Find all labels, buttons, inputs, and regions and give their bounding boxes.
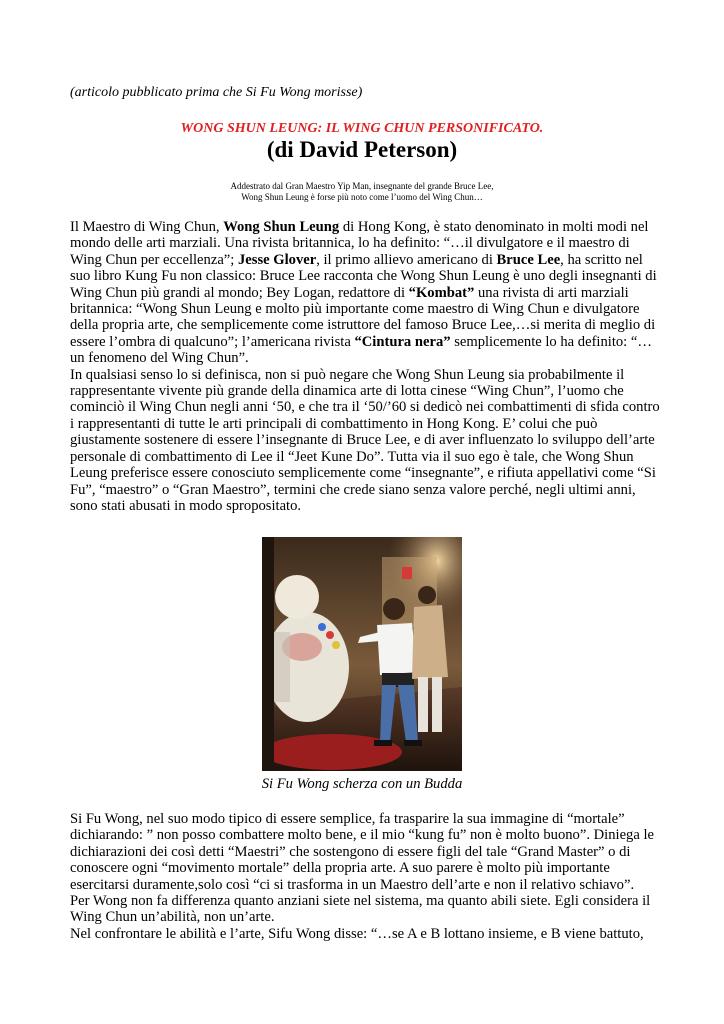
text-run: di Hong Kong, è stato denominato in molti modi nel mondo delle arti marziali. Una rivista britannica, lo ha definito: “…il divulgatore e il maestro di Wing Chun per eccellenza”; [70, 219, 649, 268]
paragraph-definition: In qualsiasi senso lo si definisca, non si può negare che Wong Shun Leung sia probabilmente il rappresentante vivente più grande della dinamica arte di lotta cinese “Wing Chun”, l’uomo che cominciò il Wing Chun negli anni ‘50, e che tra il ‘50/’60 si dedicò nei combattimenti di sfida contro i rappresentanti di tutte le arti principali di combattimento in Hong Kong. E’ colui che può giustamente sostenere di essere l’insegnante di Bruce Lee, e di aver influenzato lo sviluppo dell’arte personale di combattimento di Lee il “Jeet Kune Do”. Tutta via il suo ego è tale, che Wong Shun Leung preferisce essere conosciuto semplicemente come “insegnante”, e rifiuta appellativi come “Si Fu”, “maestro” o “Gran Maestro”, termini che crede siano senza valore perché, negli ultimi anni, sono stati abusati in modo spropositato. [70, 366, 660, 514]
bold-name: “Kombat” [408, 284, 475, 301]
article-body-bottom [70, 811, 660, 942]
article-photo [262, 537, 462, 771]
article-subtitle [0, 181, 724, 203]
bold-name: “Cintura nera” [354, 333, 451, 350]
subtitle-line: Addestrato dal Gran Maestro Yip Man, insegnante del grande Bruce Lee, [230, 181, 494, 191]
bold-name: Wong Shun Leung [223, 219, 340, 235]
text-run: una rivista di arti marziali britannica: “Wong Shun Leung e molto più importante come maestro di Wing Chun e divulgatore della propria arte, che semplicemente come istruttore del famoso Bruce Lee,…si merita di meglio di essere l’ombra di qualcuno”; l’americana rivista [70, 284, 656, 350]
text-run: , il primo allievo americano di [316, 251, 497, 268]
text-run: semplicemente lo ha definito: “…un fenomeno del Wing Chun”. [70, 333, 652, 367]
text-run: , ha scritto nel suo libro Kung Fu non classico: Bruce Lee racconta che Wong Shun Leung è uno degli insegnanti di Wing Chun più grandi al mondo; Bey Logan, redattore di [70, 251, 657, 301]
paragraph-intro [70, 219, 660, 367]
paragraph-comparison: Nel confrontare le abilità e l’arte, Sifu Wong disse: “…se A e B lottano insieme, e B viene battuto, [70, 925, 644, 942]
publication-note: (articolo pubblicato prima che Si Fu Wong morisse) [70, 85, 363, 100]
bold-name: Bruce Lee [496, 251, 561, 268]
photo-caption: Si Fu Wong scherza con un Budda [261, 776, 463, 792]
article-body-top [70, 219, 660, 514]
bold-name: Jesse Glover [237, 251, 317, 268]
paragraph-mortal: Si Fu Wong, nel suo modo tipico di essere semplice, fa trasparire la sua immagine di “mortale” dichiarando: ” non posso combattere molto bene, e il mio “kung fu” non è molto buono”. Diniega le dichiarazioni dei così detti “Maestri” che sostengono di essere figli del tale “Grand Master” o di conoscere ogni “movimento mortale” della propria arte. A suo parere è molto più importante esercitarsi duramente,solo così “ci si trasforma in un Maestro dell’arte e non il relativo schiavo”. [70, 811, 655, 893]
text-run: Il Maestro di Wing Chun, [70, 219, 224, 235]
paragraph-skill: Per Wong non fa differenza quanto anziani siete nel sistema, ma quanto abili siete. Egli considera il Wing Chun un’abilità, non un’arte. [70, 893, 651, 926]
article-byline: (di David Peterson) [266, 137, 458, 162]
article-kicker: WONG SHUN LEUNG: IL WING CHUN PERSONIFICATO. [180, 121, 544, 136]
subtitle-line: Wong Shun Leung è forse più noto come l’uomo del Wing Chun… [241, 192, 483, 202]
